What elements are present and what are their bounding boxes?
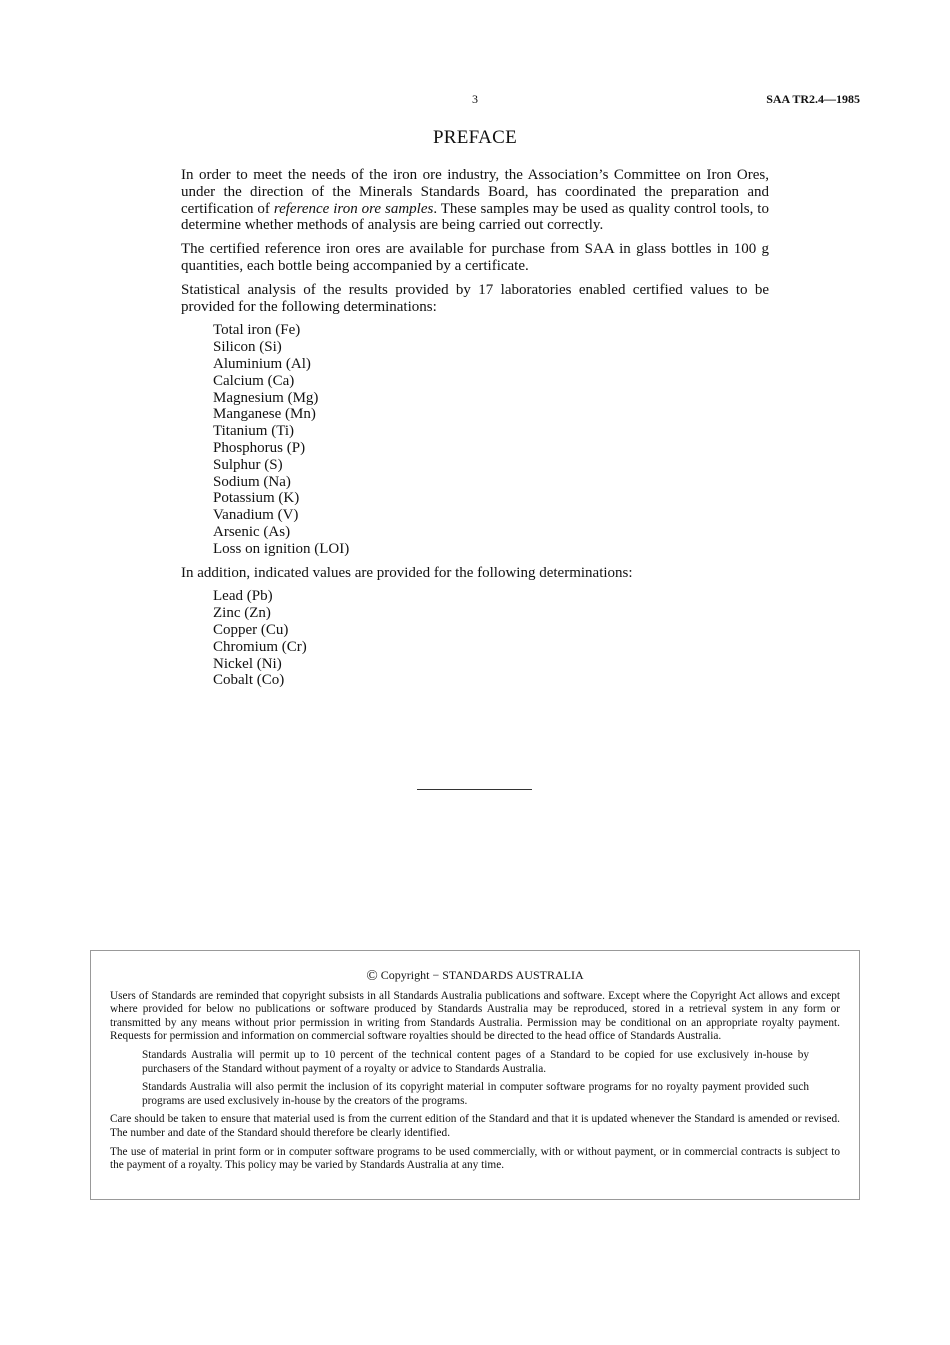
copyright-symbol-icon: © — [366, 968, 378, 984]
copyright-paragraph-5: The use of material in print form or in computer software programs to be used commercially, with or without payment, or in commercial contracts is subject to the payment of a royalty. This policy may be varied by Standards Australia at any time. — [110, 1145, 840, 1172]
list-item: Magnesium (Mg) — [213, 389, 319, 406]
list-item: Aluminium (Al) — [213, 355, 311, 372]
copyright-paragraph-1: Users of Standards are reminded that copyright subsists in all Standards Australia publications and software. Except where the Copyright Act allows and except where provided for below no publications or software produced by Standards Australia may be reproduced, stored in a retrieval system in any form or transmitted by any means without prior permission in writing from Standards Australia. Permission may be conditional on an appropriate royalty payment. Requests for permission and information on commercial software royalties should be directed to the head office of Standards Australia. — [110, 989, 840, 1043]
list-item: Vanadium (V) — [213, 507, 299, 524]
section-end-rule — [417, 789, 532, 790]
list-item: Phosphorus (P) — [213, 439, 306, 456]
indicated-determinations-list — [181, 588, 769, 689]
list-item: Manganese (Mn) — [213, 406, 316, 423]
paragraph-1-text-start: In order to meet the needs of the iron ore industry, the Association’s Committee on Iron Ores, under the direction of the Minerals Standards Board, has coordinated the preparation and certification of — [181, 167, 769, 217]
copyright-heading-text: Copyright − STANDARDS AUSTRALIA — [380, 968, 584, 982]
list-item: Zinc (Zn) — [213, 605, 271, 622]
preface-paragraph-3: Statistical analysis of the results provided by 17 laboratories enabled certified values to be provided for the following determinations: — [181, 281, 769, 315]
copyright-paragraph-4: Care should be taken to ensure that material used is from the current edition of the Standard and that it is updated whenever the Standard is amended or revised. The number and date of the Standard should therefore be clearly identified. — [110, 1113, 840, 1139]
list-item: Sulphur (S) — [213, 456, 283, 473]
page-title: PREFACE — [432, 127, 518, 148]
copyright-notice-box — [90, 950, 860, 1200]
copyright-heading — [110, 969, 840, 984]
list-item: Arsenic (As) — [213, 523, 291, 540]
copyright-paragraph-2: Standards Australia will permit up to 10 percent of the technical content pages of a Standard to be copied for use exclusively in-house by purchasers of the Standard without payment of a royalty or advice to Standards Australia. — [142, 1048, 809, 1075]
list-item: Calcium (Ca) — [213, 372, 295, 389]
list-item: Chromium (Cr) — [213, 638, 307, 655]
list-item: Nickel (Ni) — [213, 655, 282, 672]
list-item: Sodium (Na) — [213, 473, 291, 490]
preface-body — [181, 167, 769, 696]
preface-paragraph-4: In addition, indicated values are provided for the following determinations: — [181, 564, 633, 581]
list-item: Cobalt (Co) — [213, 672, 285, 689]
list-item: Total iron (Fe) — [213, 322, 301, 339]
list-item: Lead (Pb) — [213, 588, 273, 605]
reference-samples-emphasis: reference iron ore samples — [273, 200, 434, 217]
preface-paragraph-1 — [181, 167, 769, 234]
list-item: Copper (Cu) — [213, 621, 289, 638]
list-item: Silicon (Si) — [213, 339, 282, 356]
preface-paragraph-2: The certified reference iron ores are available for purchase from SAA in glass bottles in 100 g quantities, each bottle being accompanied by a certificate. — [181, 241, 769, 274]
paragraph-1-text-end: . These samples may be used as quality control tools, to determine whether methods of analysis are being carried out correctly. — [181, 200, 769, 234]
document-code: SAA TR2.4—1985 — [766, 92, 860, 106]
list-item: Potassium (K) — [213, 490, 300, 507]
copyright-paragraph-3: Standards Australia will also permit the inclusion of its copyright material in computer software programs for no royalty payment provided such programs are used exclusively in-house by the creators of the programs. — [142, 1081, 809, 1107]
list-item: Titanium (Ti) — [213, 423, 295, 440]
certified-determinations-list — [181, 322, 769, 557]
list-item: Loss on ignition (LOI) — [213, 540, 350, 557]
page-number: 3 — [472, 92, 478, 106]
